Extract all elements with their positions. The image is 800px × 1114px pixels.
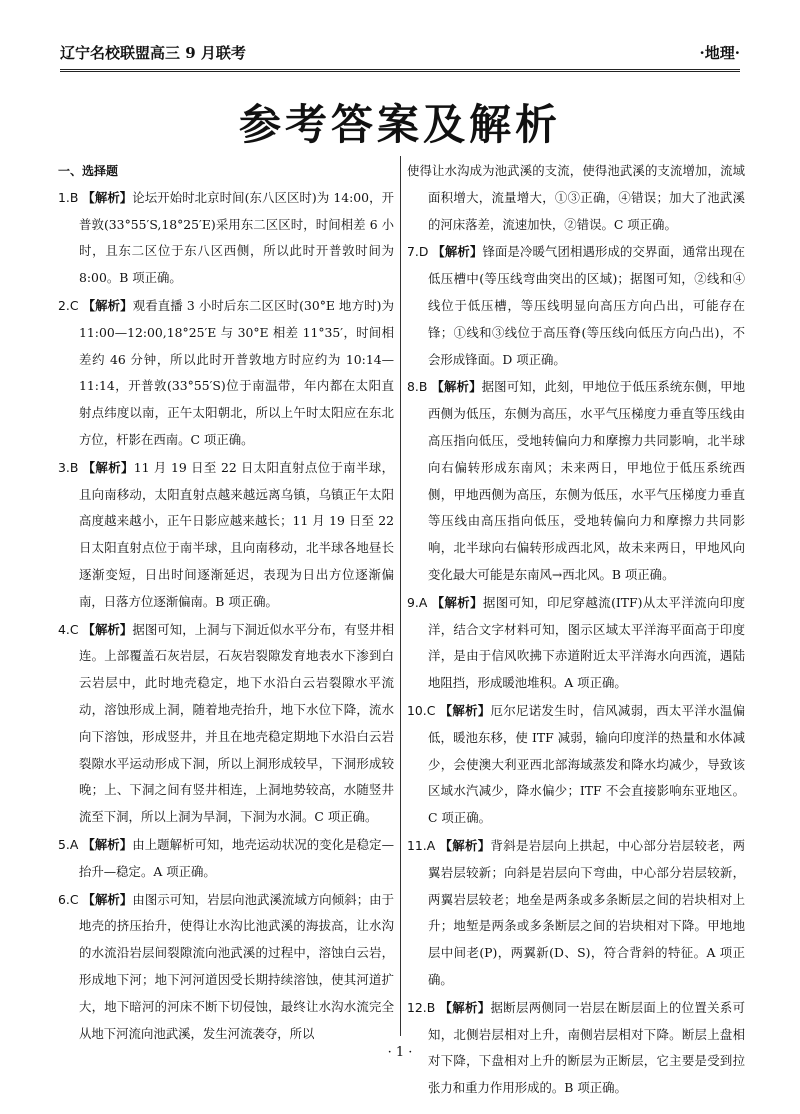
answer-text: 锋面是冷暖气团相遇形成的交界面，通常出现在低压槽中(等压线弯曲突出的区域)；据图可知，②线和④线位于低压槽，等压线明显向高压方向凸出，可能存在锋；①线和③线位于高压脊(等压线向低压方向凸出)，不会形成锋面。D 项正确。 bbox=[428, 244, 745, 367]
answer-item bbox=[58, 832, 394, 886]
answer-text: 据图可知，印尼穿越流(ITF)从太平洋流向印度洋，结合文字材料可知，图示区域太平洋海平面高于印度洋，是由于信风吹拂下赤道附近太平洋海水向西流，遇陆地阻挡，形成暖池堆积。A 项正确。 bbox=[428, 594, 745, 691]
answer-item bbox=[58, 293, 394, 454]
answer-item bbox=[407, 374, 745, 588]
analysis-tag: 【解析】 bbox=[439, 702, 491, 718]
answer-item bbox=[407, 590, 745, 697]
answer-text: 据图可知，上洞与下洞近似水平分布，有竖井相连。上部覆盖石灰岩层，石灰岩裂隙发育地表水下渗到白云岩层中，此时地壳稳定，地下水沿白云岩裂隙水平流动，溶蚀形成上洞，随着地壳抬升，地下水位下降，流水向下溶蚀，形成竖井，并且在地壳稳定期地下水沿白云岩裂隙水平运动形成下洞，所以上洞形成较早，下洞形成较晚；上、下洞之间有竖井相连，上洞地势较高，水随竖井流至下洞，所以上洞为旱洞，下洞为水洞。C 项正确。 bbox=[79, 621, 395, 825]
answer-list-left bbox=[58, 185, 394, 1048]
page-number: · 1 · bbox=[387, 1045, 413, 1060]
answer-text: 据断层两侧同一岩层在断层面上的位置关系可知，北侧岩层相对上升，南侧岩层相对下降。断层上盘相对下降，下盘相对上升的断层为正断层，它主要是受到拉张力和重力作用形成的。B 项正确。 bbox=[428, 999, 746, 1096]
answer-item bbox=[58, 185, 394, 292]
answer-number: 11.A bbox=[407, 837, 440, 853]
exam-name: 辽宁名校联盟高三 9 月联考 bbox=[60, 44, 246, 62]
column-divider bbox=[400, 156, 401, 1036]
answer-number: 12.B bbox=[407, 999, 440, 1015]
header-rule bbox=[60, 69, 740, 74]
answer-number: 4.C bbox=[58, 621, 83, 637]
analysis-tag: 【解析】 bbox=[82, 189, 133, 205]
answer-item bbox=[58, 617, 394, 831]
answer-item bbox=[58, 455, 394, 616]
analysis-tag: 【解析】 bbox=[432, 244, 483, 260]
answer-item bbox=[58, 887, 394, 1048]
answer-item bbox=[407, 239, 745, 373]
answer-number: 6.C bbox=[58, 891, 83, 907]
analysis-tag: 【解析】 bbox=[82, 836, 133, 852]
answer-text: 由图示可知，岩层向池武溪流域方向倾斜；由于地壳的挤压抬升，使得让水沟比池武溪的海拔高，让水沟的水流沿岩层间裂隙流向池武溪的过程中，溶蚀白云岩，形成地下河；地下河河道因受长期持续溶蚀，使其河道扩大，地下暗河的河床不断下切侵蚀，最终让水沟水流完全从地下河流向池武溪，发生河流袭夺，所以 bbox=[79, 891, 395, 1041]
right-column bbox=[407, 158, 745, 1103]
page-title: 参考答案及解析 bbox=[238, 100, 561, 149]
answer-text: 背斜是岩层向上拱起，中心部分岩层较老，两翼岩层较新；向斜是岩层向下弯曲，中心部分岩层较新，两翼岩层较老；地垒是两条或多条断层之间的岩块相对上升；地堑是两条或多条断层之间的岩块相对下降。甲地地层中间老(P)，两翼新(D、S)，符合背斜的特征。A 项正确。 bbox=[428, 837, 746, 987]
answer-text: 据图可知，此刻，甲地位于低压系统东侧，甲地西侧为低压，东侧为高压，水平气压梯度力垂直等压线由高压指向低压，受地转偏向力和摩擦力共同影响，北半球向右偏转形成东南风；未来两日，甲地位于低压系统西侧，甲地西侧为高压，东侧为低压，水平气压梯度力垂直等压线由高压指向低压，受地转偏向力和摩擦力共同影响，北半球向右偏转形成西北风，故未来两日，甲地风向变化最大可能是东南风→西北风。B 项正确。 bbox=[428, 379, 746, 582]
answer-item bbox=[407, 698, 745, 832]
analysis-tag: 【解析】 bbox=[82, 891, 133, 907]
answer-number: 1.B bbox=[58, 189, 83, 205]
subject-label: ·地理· bbox=[699, 44, 740, 62]
answer-number: 9.A bbox=[407, 594, 432, 610]
analysis-tag: 【解析】 bbox=[82, 621, 133, 637]
answer-text: 由上题解析可知，地壳运动状况的变化是稳定—抬升—稳定。A 项正确。 bbox=[79, 836, 395, 879]
answer-text: 论坛开始时北京时间(东八区区时)为 14:00，开普敦(33°55′S,18°25′E)采用东二区区时，时间相差 6 小时，且东二区位于东八区西侧，所以此时开普敦时间为 8:00。B 项正确。 bbox=[79, 189, 394, 286]
answer-number: 5.A bbox=[58, 836, 83, 852]
answer-6-continued: 使得让水沟成为池武溪的支流，使得池武溪的支流增加，流域面积增大，流量增大，①③正确，④错误；加大了池武溪的河床落差，流速加快，②错误。C 项正确。 bbox=[407, 163, 745, 232]
answer-text: 11 月 19 日至 22 日太阳直射点位于南半球，且向南移动，太阳直射点越来越远离乌镇，乌镇正午太阳高度越来越小，正午日影应越来越长；11 月 19 日至 22 日太阳直射点位于南半球，且向南移动，北半球各地昼长逐渐变短，日出时间逐渐延迟，表现为日出方位逐渐偏南，日落方位逐渐偏南。B 项正确。 bbox=[79, 459, 395, 609]
answer-number: 3.B bbox=[58, 459, 83, 475]
answer-number: 2.C bbox=[58, 297, 83, 313]
answer-number: 10.C bbox=[407, 702, 440, 718]
section-heading: 一、选择题 bbox=[58, 164, 119, 178]
answer-list-right bbox=[407, 239, 745, 1102]
answer-number: 8.B bbox=[407, 379, 432, 395]
page-header bbox=[60, 42, 740, 68]
analysis-tag: 【解析】 bbox=[431, 594, 483, 610]
answer-text: 厄尔尼诺发生时，信风减弱，西太平洋水温偏低，暖池东移，使 ITF 减弱，输向印度洋的热量和水体减少，会使澳大利亚西北部海域蒸发和降水均减少，导致该区域水汽减少，降水偏少；ITF 不会直接影响东亚地区。C 项正确。 bbox=[428, 702, 746, 826]
analysis-tag: 【解析】 bbox=[439, 837, 491, 853]
answer-text: 观看直播 3 小时后东二区区时(30°E 地方时)为 11:00—12:00,18°25′E 与 30°E 相差 11°35′，时间相差约 46 分钟，所以此时开普敦地方时应约为 10:14—11:14，开普敦(33°55′S)位于南温带，年内都在太阳直射点纬度以南，正午太阳朝北，所以上午时太阳应在东北方位，杆影在西南。C 项正确。 bbox=[79, 297, 395, 447]
analysis-tag: 【解析】 bbox=[431, 379, 482, 395]
left-column bbox=[58, 158, 394, 1048]
answer-item bbox=[407, 833, 745, 994]
analysis-tag: 【解析】 bbox=[82, 297, 133, 313]
analysis-tag: 【解析】 bbox=[82, 459, 134, 475]
answer-number: 7.D bbox=[407, 244, 433, 260]
analysis-tag: 【解析】 bbox=[439, 999, 491, 1015]
